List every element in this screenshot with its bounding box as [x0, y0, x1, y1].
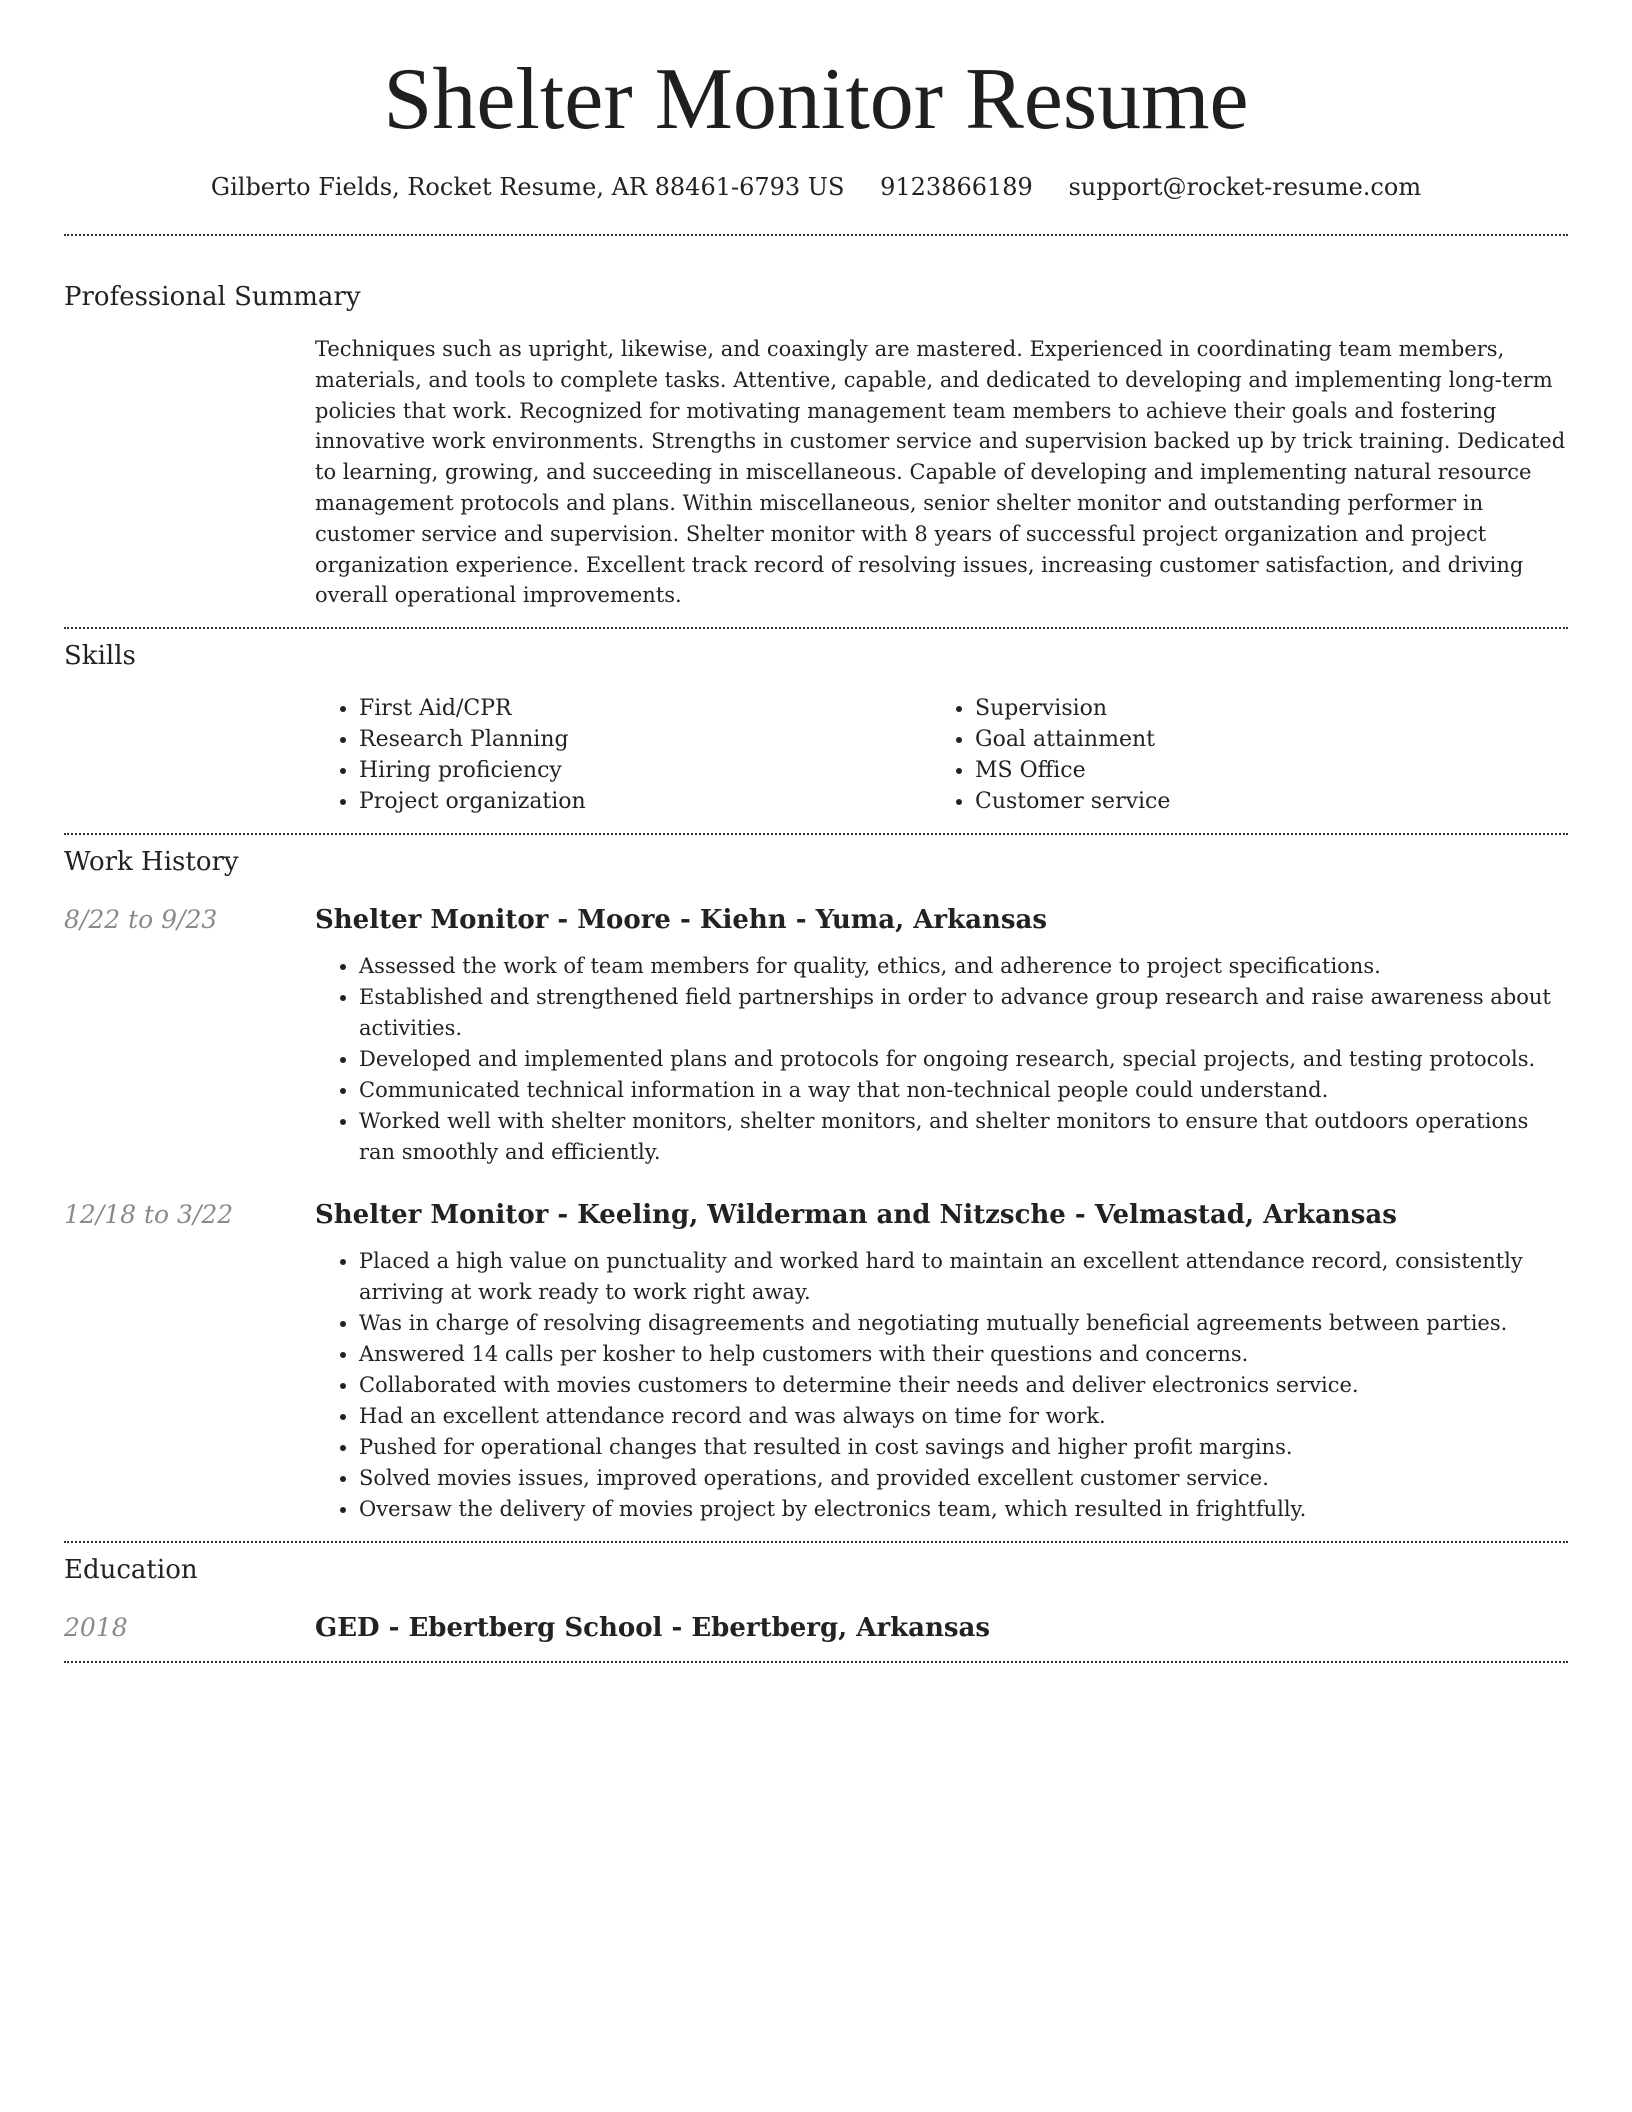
- section-heading-skills: Skills: [64, 641, 136, 672]
- job-bullet: • Oversaw the delivery of movies project by electronics team, which resulted in frightfully.: [359, 1494, 1568, 1525]
- job-bullet: • Collaborated with movies customers to determine their needs and deliver electronics service.: [359, 1370, 1568, 1401]
- education-title: GED - Ebertberg School - Ebertberg, Arkansas: [315, 1613, 991, 1644]
- summary-section: [64, 236, 1568, 611]
- contact-address: Gilberto Fields, Rocket Resume, AR 88461-6793 US: [210, 173, 845, 201]
- job-bullet: • Worked well with shelter monitors, shelter monitors, and shelter monitors to ensure that outdoors operations ran smoothly and efficiently.: [359, 1106, 1568, 1168]
- job-bullet: • Established and strengthened field partnerships in order to advance group research and raise awareness about activities.: [359, 982, 1568, 1044]
- skill-item: • Customer service: [975, 786, 1170, 817]
- skill-item: • Hiring proficiency: [359, 755, 931, 786]
- skills-list-right: [931, 693, 1170, 817]
- job-title: Shelter Monitor - Moore - Kiehn - Yuma, Arkansas: [315, 905, 1047, 936]
- job-bullet: • Assessed the work of team members for quality, ethics, and adherence to project specifications.: [359, 951, 1568, 982]
- section-heading-work: Work History: [64, 847, 239, 878]
- job-bullet: • Answered 14 calls per kosher to help customers with their questions and concerns.: [359, 1339, 1568, 1370]
- skill-item: • Supervision: [975, 693, 1170, 724]
- contact-phone: 9123866189: [880, 173, 1033, 201]
- divider: [64, 1661, 1568, 1663]
- job-bullet: • Was in charge of resolving disagreements and negotiating mutually beneficial agreements between parties.: [359, 1308, 1568, 1339]
- education-entry: [64, 1611, 1568, 1645]
- job-bullet: • Pushed for operational changes that resulted in cost savings and higher profit margins.: [359, 1432, 1568, 1463]
- skill-item: • Project organization: [359, 786, 931, 817]
- skills-list-left: [315, 693, 931, 817]
- skills-section: [64, 629, 1568, 817]
- section-heading-summary: Professional Summary: [64, 282, 361, 312]
- education-date: 2018: [64, 1613, 128, 1643]
- job-bullets: [315, 951, 1568, 1168]
- education-section: [64, 1543, 1568, 1645]
- job-bullet: • Had an excellent attendance record and was always on time for work.: [359, 1401, 1568, 1432]
- job-date: 8/22 to 9/23: [64, 905, 218, 935]
- skill-item: • MS Office: [975, 755, 1170, 786]
- job-date: 12/18 to 3/22: [64, 1200, 234, 1230]
- work-section: [64, 835, 1568, 1525]
- job-bullets: [315, 1246, 1568, 1525]
- skill-item: • Research Planning: [359, 724, 931, 755]
- job-title: Shelter Monitor - Keeling, Wilderman and Nitzsche - Velmastad, Arkansas: [315, 1200, 1397, 1231]
- section-heading-education: Education: [64, 1555, 198, 1586]
- summary-text: Techniques such as upright, likewise, and coaxingly are mastered. Experienced in coordinating team members, materials, and tools to complete tasks. Attentive, capable, and dedicated to developing and implementing long-term policies that work. Recognized for motivating management team members to achieve their goals and fostering innovative work environments. Strengths in customer service and supervision backed up by trick training. Dedicated to learning, growing, and succeeding in miscellaneous. Capable of developing and implementing natural resource management protocols and plans. Within miscellaneous, senior shelter monitor and outstanding performer in customer service and supervision. Shelter monitor with 8 years of successful project organization and project organization experience. Excellent track record of resolving issues, increasing customer satisfaction, and driving overall operational improvements.: [315, 337, 1566, 608]
- job-bullet: • Solved movies issues, improved operations, and provided excellent customer service.: [359, 1463, 1568, 1494]
- job-bullet: • Developed and implemented plans and protocols for ongoing research, special projects, and testing protocols.: [359, 1044, 1568, 1075]
- job-entry: [64, 1198, 1568, 1525]
- contact-line: [64, 170, 1568, 204]
- skill-item: • Goal attainment: [975, 724, 1170, 755]
- job-entry: [64, 903, 1568, 1168]
- contact-email: support@rocket-resume.com: [1068, 173, 1422, 201]
- skill-item: • First Aid/CPR: [359, 693, 931, 724]
- job-bullet: • Placed a high value on punctuality and worked hard to maintain an excellent attendance record, consistently arriving at work ready to work right away.: [359, 1246, 1568, 1308]
- job-bullet: • Communicated technical information in a way that non-technical people could understand.: [359, 1075, 1568, 1106]
- resume-title: Shelter Monitor Resume: [383, 51, 1249, 148]
